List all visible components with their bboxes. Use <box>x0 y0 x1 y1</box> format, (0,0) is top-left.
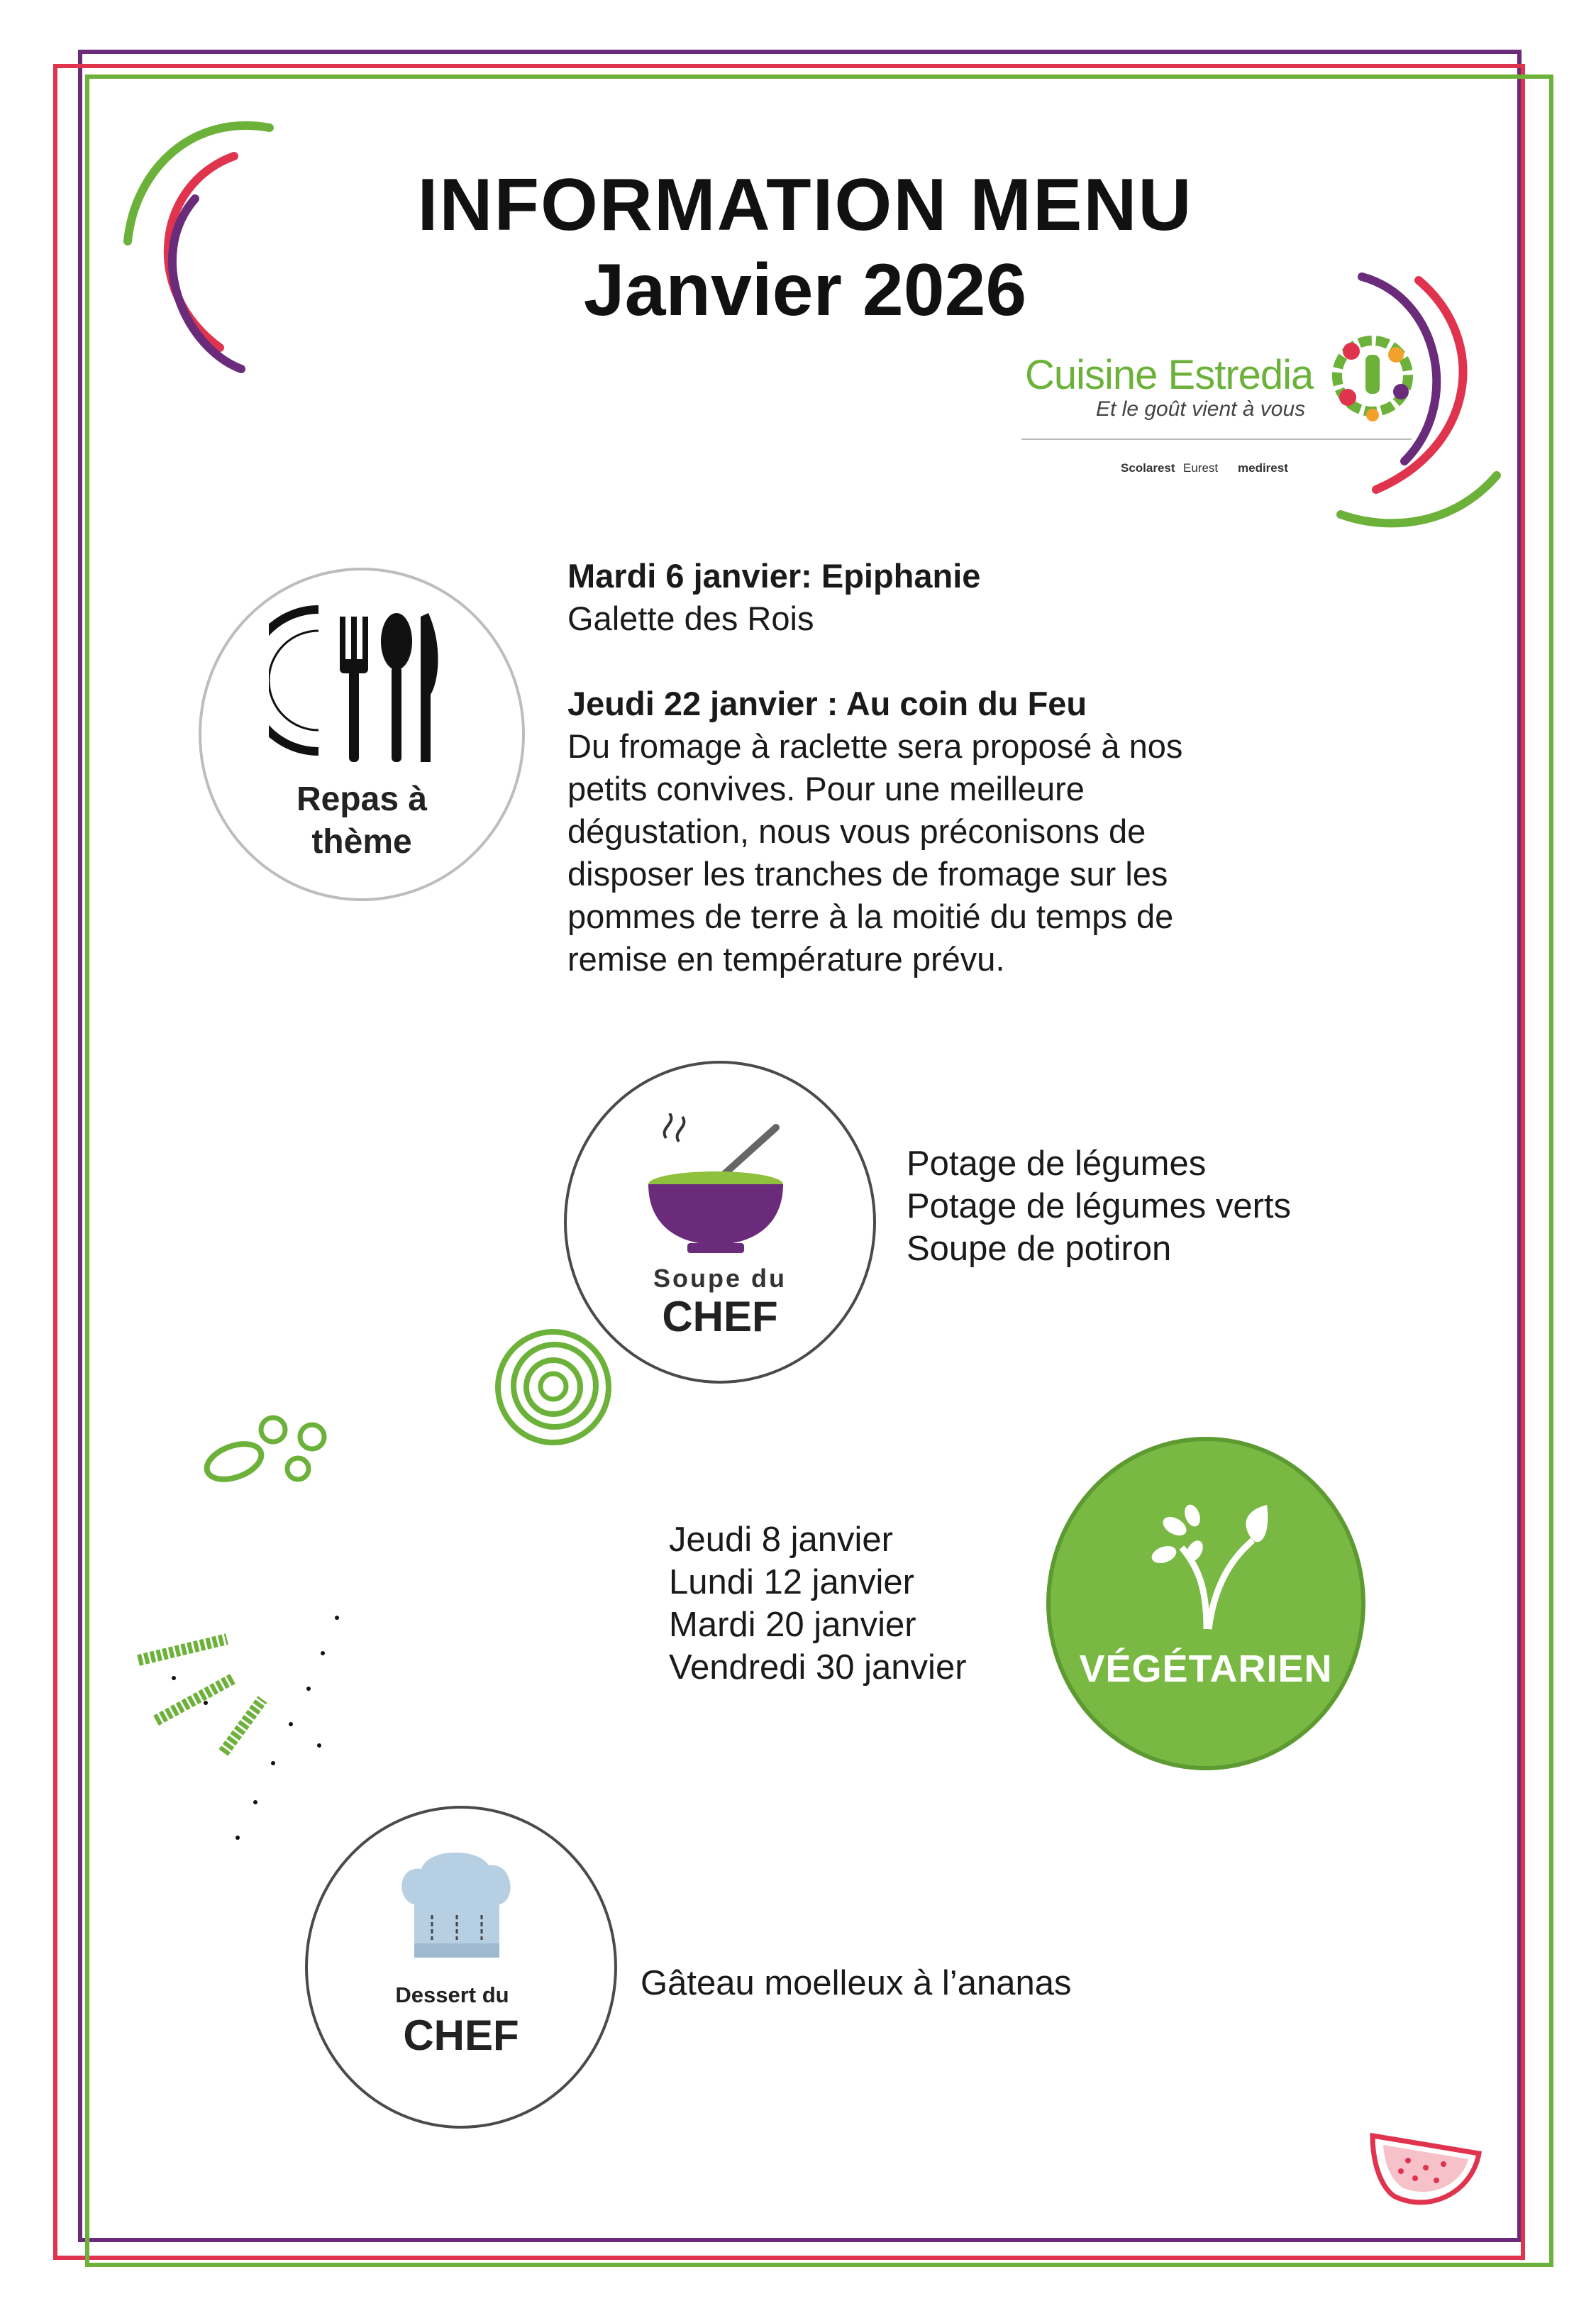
brand-divider <box>1021 438 1412 440</box>
vegetarian-dates <box>669 1518 967 1689</box>
vegetarian-date: Jeudi 8 janvier <box>669 1521 893 1559</box>
brand-tagline: Et le goût vient à vous <box>1096 397 1306 421</box>
sub-brand-eurest: Eurest <box>1183 461 1219 475</box>
soup-item: Potage de légumes verts <box>907 1187 1292 1225</box>
soup-list <box>907 1142 1291 1270</box>
vegetarian-date: Lundi 12 janvier <box>669 1563 914 1601</box>
sub-brand-scolarest: Scolarest <box>1121 461 1175 475</box>
event-line: remise en température prévu. <box>567 940 1005 978</box>
dessert-item: Gâteau moelleux à l’ananas <box>641 1964 1072 2002</box>
soup-badge-label-1: Soupe du <box>653 1264 787 1293</box>
soup-item: Soupe de potiron <box>907 1230 1172 1268</box>
dessert-list <box>641 1962 1071 2004</box>
vegetarian-date: Vendredi 30 janvier <box>669 1648 967 1687</box>
leaf-sprout-icon <box>1146 1498 1274 1633</box>
soup-item: Potage de légumes <box>907 1144 1207 1183</box>
decor-dots <box>199 1412 340 1490</box>
event-heading-coin-du-feu: Jeudi 22 janvier : Au coin du Feu <box>567 685 1087 722</box>
event-line: dégustation, nous vous préconisons de <box>567 812 1146 850</box>
vegetarian-badge <box>1046 1437 1365 1770</box>
event-line: Galette des Rois <box>567 600 814 637</box>
page-subtitle: Janvier 2026 <box>583 249 1027 331</box>
event-line: Du fromage à raclette sera proposé à nos <box>567 727 1183 765</box>
event-line: pommes de terre à la moitié du temps de <box>567 898 1174 935</box>
brand-logo <box>1021 319 1419 490</box>
dessert-badge <box>305 1806 617 2129</box>
watermelon-icon <box>1365 2125 1486 2217</box>
decor-spiral <box>489 1327 617 1447</box>
soup-bowl-icon <box>638 1113 808 1255</box>
vegetarian-date: Mardi 20 janvier <box>669 1606 916 1644</box>
vegetarian-badge-label: VÉGÉTARIEN <box>1079 1648 1333 1690</box>
theme-badge-label-1: Repas à <box>296 780 428 818</box>
theme-badge-label-2: thème <box>311 823 412 861</box>
page-title: INFORMATION MENU <box>417 164 1193 246</box>
dessert-badge-label-1: Dessert du <box>395 1982 509 2007</box>
theme-meals-text <box>567 555 1383 981</box>
theme-meal-badge <box>199 568 525 901</box>
brand-name: Cuisine Estredia <box>1025 352 1314 398</box>
sub-brand-medirest: medirest <box>1238 461 1288 475</box>
decor-beans <box>131 1596 358 1852</box>
cutlery-icon <box>269 602 446 766</box>
soup-badge-label-2: CHEF <box>662 1293 778 1340</box>
dessert-badge-label-2: CHEF <box>403 2012 519 2059</box>
vegetable-wreath-icon <box>1326 326 1419 426</box>
chef-hat-icon <box>393 1848 521 1975</box>
event-heading-epiphanie: Mardi 6 janvier: Epiphanie <box>567 557 981 595</box>
event-line: disposer les tranches de fromage sur les <box>567 855 1168 893</box>
event-line: petits convives. Pour une meilleure <box>567 770 1085 807</box>
